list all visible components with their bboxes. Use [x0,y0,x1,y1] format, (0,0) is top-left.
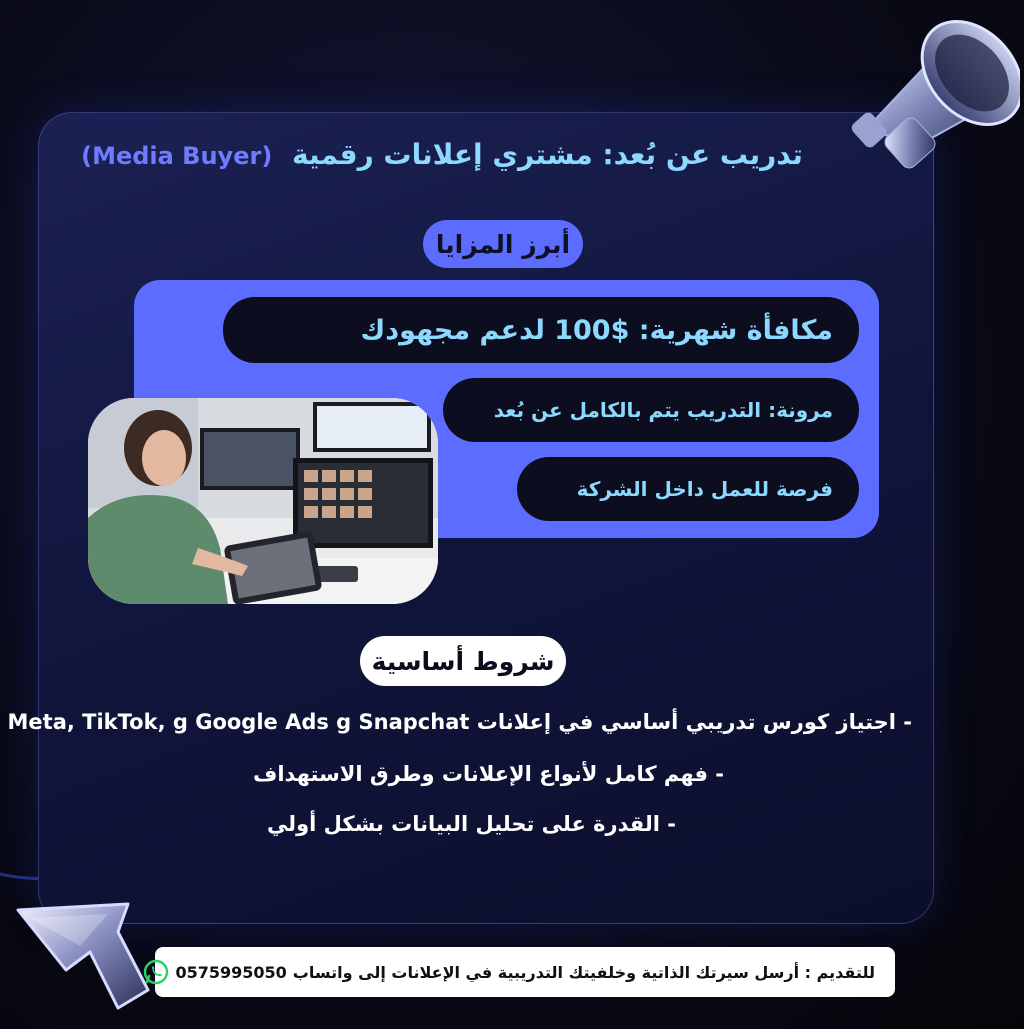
title-english: (Media Buyer) [81,142,273,170]
requirements-heading: شروط أساسية [360,636,566,686]
benefits-heading: أبرز المزايا [423,220,583,268]
benefit-item-bonus: مكافأة شهرية: $100 لدعم مجهودك [223,297,859,363]
whatsapp-icon[interactable] [143,959,169,985]
requirement-ad-types: - فهم كامل لأنواع الإعلانات وطرق الاستهداف [252,762,724,786]
requirement-data-analysis: - القدرة على تحليل البيانات بشكل أولي [266,812,676,836]
megaphone-icon [850,5,1020,180]
benefit-item-opportunity: فرصة للعمل داخل الشركة [517,457,859,521]
phone-number[interactable]: 0575995050 [175,962,287,982]
requirement-course [8,710,912,734]
apply-bar [155,947,895,997]
benefit-item-flexibility: مرونة: التدريب يتم بالكامل عن بُعد [443,378,859,442]
apply-text: للتقديم : أرسل سيرتك الذاتية وخلفيتك التدريبية في الإعلانات إلى واتساب [292,962,875,982]
requirement-course-text: - اجتياز كورس تدريبي أساسي في إعلانات [476,710,912,734]
title-arabic: تدريب عن بُعد: مشتري إعلانات رقمية [292,138,803,171]
woman-at-computer-photo [88,398,438,604]
requirement-platforms: Meta, TikTok, g Google Ads g Snapchat [7,710,470,734]
page-title [60,138,824,171]
arrow-3d-icon [8,890,158,1025]
